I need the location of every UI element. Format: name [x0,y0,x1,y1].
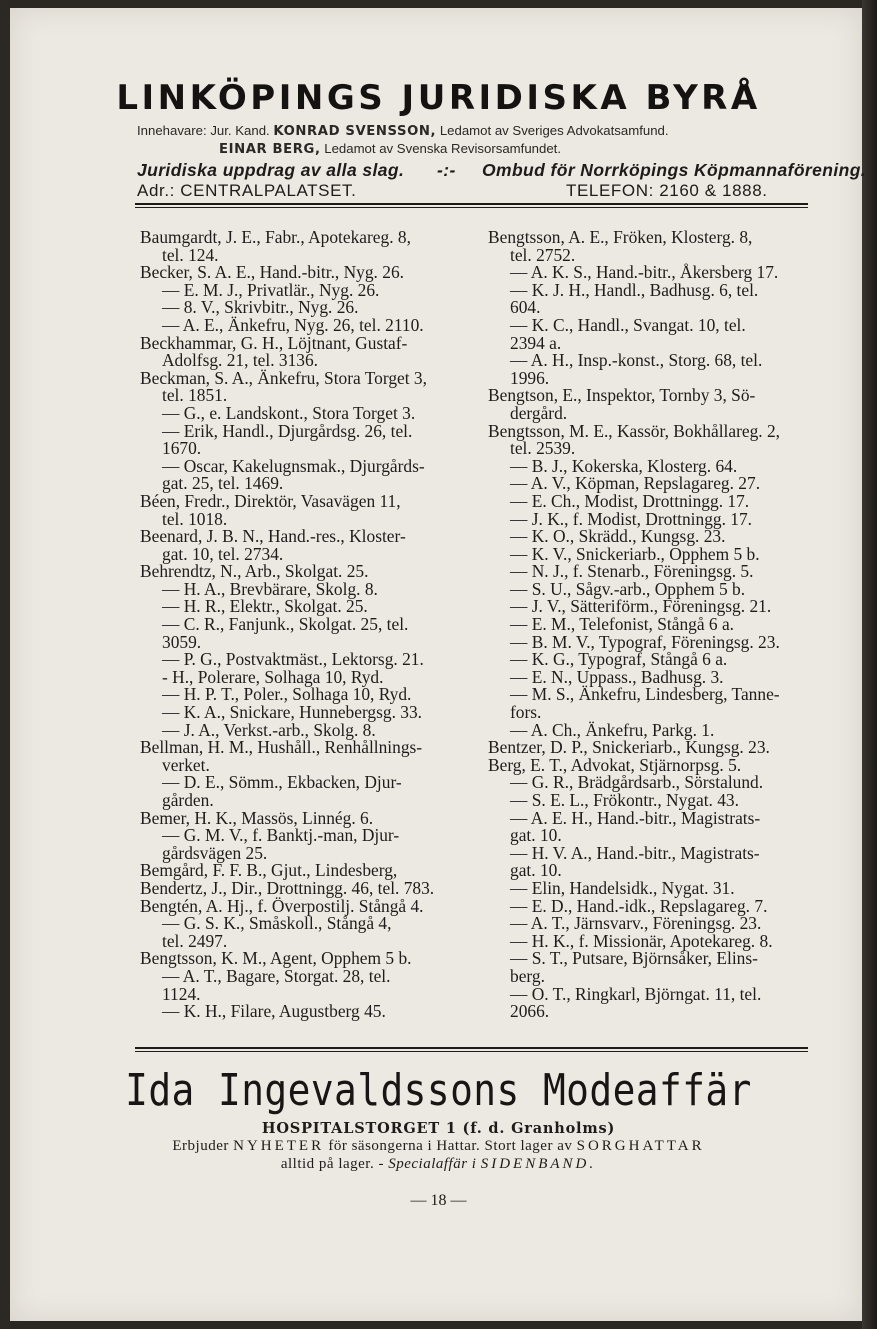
ad-line-1-c: för säsongerna i Hattar. Stort lager av [328,1138,573,1154]
directory-line: — K. H., Filare, Augustberg 45. [162,1001,386,1022]
owner-name: KONRAD SVENSSON, [273,124,437,139]
footer-rule-thin [135,1051,808,1052]
directory-line: — H. R., Elektr., Skolgat. 25. [162,596,368,617]
slogan-right: Ombud för Norrköpings Köpmannaförening. [482,160,867,180]
directory-line: — J. K., f. Modist, Drottningg. 17. [510,508,753,529]
directory-line: — E. M., Telefonist, Stångå 6 a. [510,614,735,635]
directory-line: — A. Ch., Änkefru, Parkg. 1. [510,719,715,740]
directory-line: gat. 10, tel. 2734. [162,543,284,564]
ad-line-2-c: SIDENBAND. [480,1156,597,1172]
second-owner-name: EINAR BERG, [219,142,321,157]
ad-line-2 [0,1156,877,1173]
directory-line: — A. T., Järnsvarv., Föreningsg. 23. [510,913,762,934]
directory-line: — O. T., Ringkarl, Björngat. 11, tel. [510,983,762,1004]
directory-line: 3059. [162,631,202,652]
page-title: LINKÖPINGS JURIDISKA BYRÅ [116,78,761,118]
directory-line: — H. V. A., Hand.-bitr., Magistrats- [510,842,760,863]
directory-line: — P. G., Postvaktmäst., Lektorsg. 21. [162,649,424,670]
directory-line: — H. A., Brevbärare, Skolg. 8. [162,578,378,599]
directory-line: Behrendtz, N., Arb., Skolgat. 25. [140,561,369,582]
directory-line: dergård. [510,402,568,423]
directory-line: tel. 2539. [510,438,576,459]
directory-line: — J. V., Sätteriförm., Föreningsg. 21. [510,596,772,617]
directory-line: gat. 10. [510,825,562,846]
directory-line: — E. Ch., Modist, Drottningg. 17. [510,490,750,511]
directory-line: Becker, S. A. E., Hand.-bitr., Nyg. 26. [140,262,404,283]
header-rule-thin [135,207,808,208]
directory-line: 1670. [162,438,202,459]
directory-line: — M. S., Änkefru, Lindesberg, Tanne- [510,684,780,705]
directory-line: Bengtson, E., Inspektor, Tornby 3, Sö- [488,385,756,406]
directory-line: — K. A., Snickare, Hunnebergsg. 33. [162,702,423,723]
slogan-left: Juridiska uppdrag av alla slag. [137,160,405,180]
directory-line: gat. 25, tel. 1469. [162,473,284,494]
directory-line: — K. G., Typograf, Stångå 6 a. [510,649,728,670]
ad-title: Ida Ingevaldssons Modeaffär [125,1065,752,1116]
directory-line: Adolfsg. 21, tel. 3136. [162,350,319,371]
directory-line: berg. [510,965,545,986]
directory-line: tel. 1851. [162,385,228,406]
phone: TELEFON: 2160 & 1888. [566,181,768,200]
directory-line: — A. E. H., Hand.-bitr., Magistrats- [510,807,761,828]
directory-line: — N. J., f. Stenarb., Föreningsg. 5. [510,561,754,582]
directory-line: — G., e. Landskont., Stora Torget 3. [162,402,416,423]
directory-line: 1996. [510,367,550,388]
directory-line: — B. M. V., Typograf, Föreningsg. 23. [510,631,780,652]
ad-line-1-d: SORGHATTAR [576,1138,705,1154]
directory-line: Bengtsson, M. E., Kassör, Bokhållareg. 2, [488,420,781,441]
directory-line: — A. E., Änkefru, Nyg. 26, tel. 2110. [162,314,424,335]
directory-line: — S. E. L., Frökontr., Nygat. 43. [510,790,739,810]
directory-line: — A. V., Köpman, Repslagareg. 27. [510,473,761,494]
directory-line: 2066. [510,1001,550,1022]
directory-line: — S. U., Sågv.-arb., Opphem 5 b. [510,578,746,599]
directory-line: — K. O., Skrädd., Kungsg. 23. [510,526,726,547]
directory-line: Bemer, H. K., Massös, Linnég. 6. [140,807,374,828]
right-column [488,229,813,1021]
directory-line: gat. 10. [510,860,562,881]
second-owner-suffix: Ledamot av Svenska Revisorsamfundet. [324,141,561,156]
directory-line: tel. 2497. [162,930,228,951]
directory-line: Bendertz, J., Dir., Drottningg. 46, tel. 783. [140,877,435,898]
directory-line: tel. 2752. [510,244,576,265]
directory-line: Beckman, S. A., Änkefru, Stora Torget 3, [140,367,427,388]
directory-line: — G. M. V., f. Banktj.-man, Djur- [162,825,400,846]
directory-line: 2394 a. [510,332,562,353]
directory-line: — G. R., Brädgårdsarb., Sörstalund. [510,772,764,793]
directory-line: Bentzer, D. P., Snickeriarb., Kungsg. 23. [488,737,770,758]
directory-line: tel. 124. [162,244,219,265]
directory-line: Beenard, J. B. N., Hand.-res., Kloster- [140,526,406,547]
left-column [140,229,470,1021]
directory-line: — 8. V., Skrivbitr., Nyg. 26. [162,297,359,318]
directory-line: verket. [162,754,210,775]
directory-line: Bemgård, F. F. B., Gjut., Lindesberg, [140,860,398,881]
directory-line: — D. E., Sömm., Ekbacken, Djur- [162,772,402,793]
directory-line: - H., Polerare, Solhaga 10, Ryd. [162,666,384,687]
directory-line: — E. N., Uppass., Badhusg. 3. [510,666,724,687]
address: Adr.: CENTRALPALATSET. [137,181,357,200]
header-rule-thick [135,203,808,205]
directory-line: 1124. [162,983,201,1004]
directory-line: — J. A., Verkst.-arb., Skolg. 8. [162,719,376,740]
directory-line: — A. K. S., Hand.-bitr., Åkersberg 17. [510,262,779,283]
directory-line: — S. T., Putsare, Björnsåker, Elins- [510,948,758,969]
owner-line [137,123,669,139]
directory-line: Beckhammar, G. H., Löjtnant, Gustaf- [140,332,408,353]
directory-line: Bengtén, A. Hj., f. Överpostilj. Stångå 4. [140,895,424,916]
ad-subtitle: HOSPITALSTORGET 1 (f. d. Granholms) [261,1120,616,1137]
ad-line-2-a: alltid på lager. - [280,1156,384,1172]
footer-rule-thick [135,1047,808,1049]
directory-line: Bengtsson, K. M., Agent, Opphem 5 b. [140,948,412,969]
directory-line: Berg, E. T., Advokat, Stjärnorpsg. 5. [488,754,742,775]
directory-line: — G. S. K., Småskoll., Stångå 4, [162,913,392,934]
directory-line: Bellman, H. M., Hushåll., Renhållnings- [140,737,423,758]
second-owner-line [219,141,561,157]
directory-line: tel. 1018. [162,508,228,529]
directory-line: — B. J., Kokerska, Klosterg. 64. [510,455,738,476]
ad-line-2-b: Specialaffär i [388,1156,477,1172]
directory-line: — Elin, Handelsidk., Nygat. 31. [510,877,735,898]
directory-line: 604. [510,297,541,318]
directory-line: — E. D., Hand.-idk., Repslagareg. 7. [510,895,768,916]
directory-line: gårdsvägen 25. [162,842,268,863]
directory-line: — C. R., Fanjunk., Skolgat. 25, tel. [162,614,409,635]
directory-line: — Oscar, Kakelugnsmak., Djurgårds- [162,455,425,476]
page-number: — 18 — [410,1192,467,1209]
directory-line: — Erik, Handl., Djurgårdsg. 26, tel. [162,420,413,441]
directory-line: — A. T., Bagare, Storgat. 28, tel. [162,965,391,986]
directory-line: — H. K., f. Missionär, Apotekareg. 8. [510,930,773,951]
directory-line: — K. V., Snickeriarb., Opphem 5 b. [510,543,760,564]
owner-suffix: Ledamot av Sveriges Advokatsamfund. [439,123,669,138]
directory-line: — H. P. T., Poler., Solhaga 10, Ryd. [162,684,412,705]
ad-line-1-a: Erbjuder [172,1138,229,1154]
directory-line: — K. C., Handl., Svangat. 10, tel. [510,314,746,335]
directory-line: Baumgardt, J. E., Fabr., Apotekareg. 8, [140,227,411,247]
slogan-separator: -:- [437,160,456,180]
directory-line: — A. H., Insp.-konst., Storg. 68, tel. [510,350,763,371]
ad-line-1 [0,1138,877,1155]
owner-prefix: Innehavare: Jur. Kand. [137,123,270,138]
directory-line: — K. J. H., Handl., Badhusg. 6, tel. [510,279,759,300]
directory-line: — E. M. J., Privatlär., Nyg. 26. [162,279,380,300]
directory-line: Bengtsson, A. E., Fröken, Klosterg. 8, [488,227,753,247]
directory-line: Béen, Fredr., Direktör, Vasavägen 11, [140,490,401,511]
directory-line: fors. [510,702,542,723]
directory-line: gården. [162,790,214,810]
ad-line-1-b: NYHETER [233,1138,325,1154]
